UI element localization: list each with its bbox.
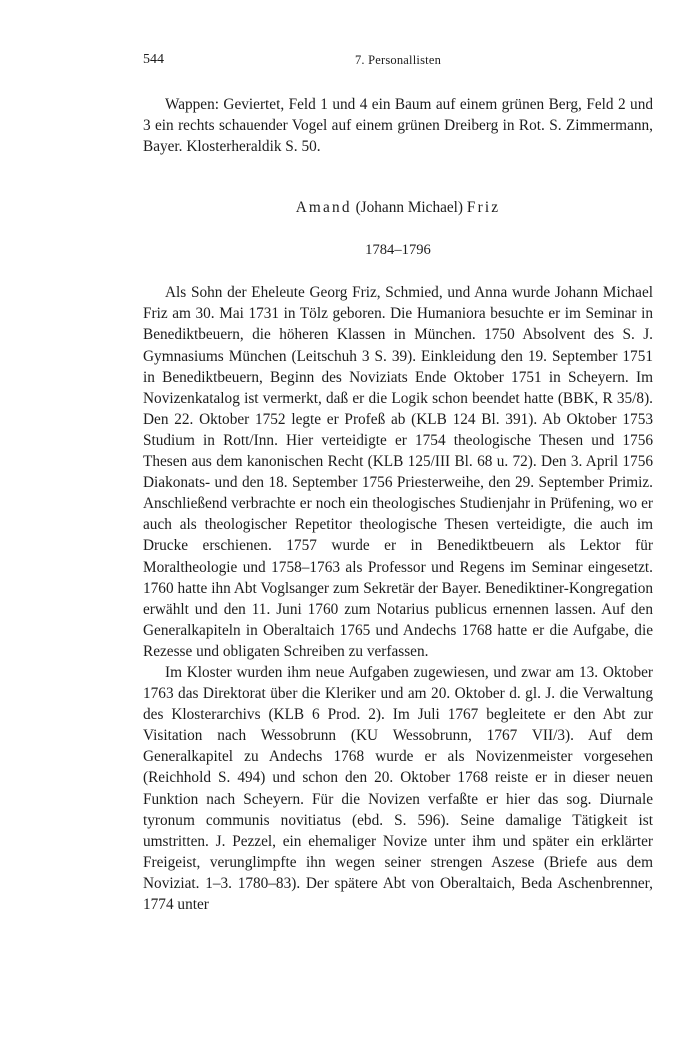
heraldry-paragraph: Wappen: Geviertet, Feld 1 und 4 ein Baum auf einem grünen Berg, Feld 2 und 3 ein rechts schauender Vogel auf einem grünen Dreiberg in Rot. S. Zimmermann, Bayer. Klosterheraldik S. 50. <box>143 96 653 156</box>
entry-years: 1784–1796 <box>365 242 431 259</box>
page-header <box>143 52 653 74</box>
page-body <box>143 94 653 915</box>
running-head: 7. Personallisten <box>354 53 442 67</box>
entry-given-name: Amand <box>295 199 352 217</box>
entry-baptismal-name: (Johann Michael) <box>355 199 464 217</box>
body-paragraph: Als Sohn der Eheleute Georg Friz, Schmied, und Anna wurde Johann Michael Friz am 30. Mai 1731 in Tölz geboren. Die Humaniora besuchte er im Seminar in Benediktbeuern, die höheren Klassen in München. 1750 Absolvent des S. J. Gymnasiums München (Leitschuh 3 S. 39). Einkleidung den 19. September 1751 in Benediktbeuern, Beginn des Noviziats Ende Oktober 1751 in Scheyern. Im Novizenkatalog ist vermerkt, daß er die Logik schon beendet hatte (BBK, R 35/8). Den 22. Oktober 1752 legte er Profeß ab (KLB 124 Bl. 391). Ab Oktober 1753 Studium in Rott/Inn. Hier verteidigte er 1754 theologische Thesen und 1756 Thesen aus dem kanonischen Recht (KLB 125/III Bl. 68 u. 72). Den 3. April 1756 Diakonats- und den 18. September 1756 Priesterweihe, den 29. September Primiz. Anschließend verbrachte er noch ein theologisches Studienjahr in Prüfening, wo er auch als theologischer Repetitor theologische Thesen verteidigte, die auch im Drucke erschienen. 1757 wurde er in Benediktbeuern als Lektor für Moraltheologie und 1758–1763 als Professor und Regens im Seminar eingesetzt. 1760 hatte ihn Abt Voglsanger zum Sekretär der Bayer. Benediktiner-Kongregation erwählt und den 11. Juni 1760 zum Notarius publicus ernennen lassen. Auf den Generalkapiteln in Oberaltaich 1765 und Andechs 1768 hatte er die Aufgabe, die Rezesse und obligaten Schreiben zu verfassen. <box>143 284 653 660</box>
page-number: 544 <box>143 52 164 67</box>
entry-heading <box>143 197 653 218</box>
entry-surname: Friz <box>466 199 501 217</box>
body-paragraph: Im Kloster wurden ihm neue Aufgaben zugewiesen, und zwar am 13. Oktober 1763 das Direktorat über die Kleriker und am 20. Oktober d. gl. J. die Verwaltung des Klosterarchivs (KLB 6 Prod. 2). Im Juli 1767 begleitete er den Abt zur Visitation nach Wessobrunn (KU Wessobrunn, 1767 VII/3). Auf dem Generalkapitel zu Andechs 1768 wurde er als Novizenmeister vorgesehen (Reichhold S. 494) und schon den 20. Oktober 1768 reiste er in dieser neuen Funktion nach Scheyern. Für die Novizen verfaßte er hier das sog. Diurnale tyronum communis novitiatus (ebd. S. 596). Seine damalige Tätigkeit ist umstritten. J. Pezzel, ein ehemaliger Novize unter ihm und später ein erklärter Freigeist, verunglimpfte ihn wegen seiner strengen Aszese (Briefe aus dem Noviziat. 1–3. 1780–83). Der spätere Abt von Oberaltaich, Beda Aschenbrenner, 1774 unter <box>143 663 653 913</box>
